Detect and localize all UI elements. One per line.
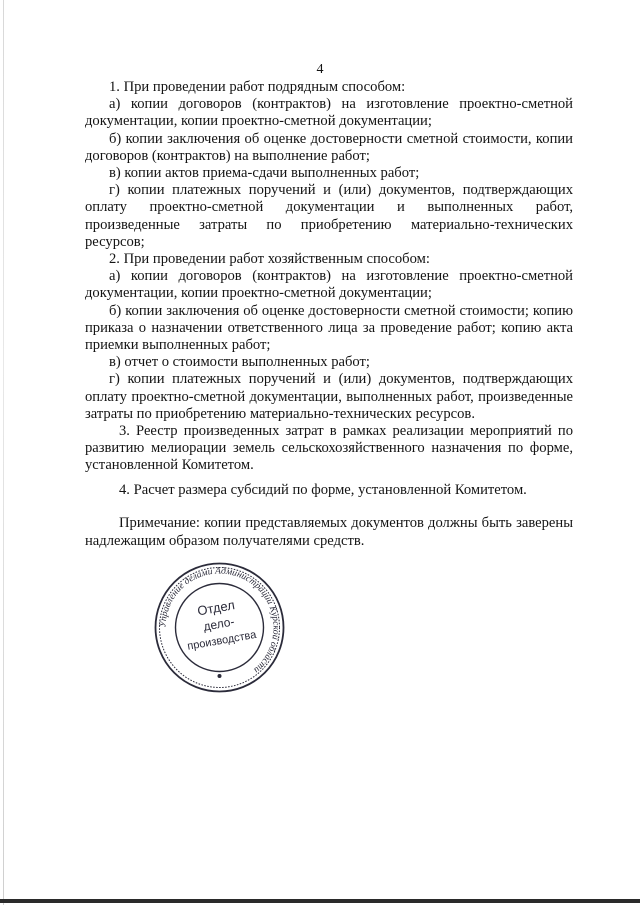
paragraph-1b: б) копии заключения об оценке достоверности сметной стоимости, копии договоров (контрактов) на выполнение работ;: [85, 130, 573, 164]
stamp-dot: [218, 674, 222, 678]
stamp-line-1: Отдел: [196, 597, 236, 619]
scan-edge-left: [3, 0, 4, 905]
paragraph-2v: в) отчет о стоимости выполненных работ;: [109, 354, 370, 371]
paragraph-1v: в) копии актов приема-сдачи выполненных работ;: [109, 165, 420, 182]
page-number: 4: [316, 62, 324, 77]
note: Примечание: копии представляемых документов должны быть заверены надлежащим образом получателями средств.: [85, 515, 573, 549]
office-stamp: [152, 560, 287, 695]
paragraph-1-heading: 1. При проведении работ подрядным способом:: [109, 79, 406, 95]
stamp-ring-text: Управление делами Администрации Курской области: [158, 566, 281, 675]
paragraph-2-heading: 2. При проведении работ хозяйственным способом:: [109, 251, 430, 268]
paragraph-2g: г) копии платежных поручений и (или) документов, подтверждающих оплату проектно-сметной документации, выполненных работ, произведенные затраты по приобретению материально-технических ресурсов.: [85, 371, 573, 422]
paragraph-3: 3. Реестр произведенных затрат в рамках реализации мероприятий по развитию мелиорации земель сельскохозяйственного назначения по форме, установленной Комитетом.: [85, 423, 573, 474]
paragraph-4: 4. Расчет размера субсидий по форме, установленной Комитетом.: [119, 481, 527, 498]
stamp-line-3: производства: [186, 628, 258, 653]
stamp-line-2: дело-: [202, 614, 236, 634]
scan-edge-bottom: [0, 899, 640, 903]
document-body: [85, 79, 573, 499]
paragraph-1a: а) копии договоров (контрактов) на изготовление проектно-сметной документации, копии проектно-сметной документации;: [85, 96, 573, 130]
paragraph-2a: а) копии договоров (контрактов) на изготовление проектно-сметной документации, копии проектно-сметной документации;: [85, 268, 573, 302]
paragraph-1g: г) копии платежных поручений и (или) документов, подтверждающих оплату проектно-сметной документации и выполненных работ, произведенные затраты по приобретению материально-технических ресурсов;: [85, 182, 573, 250]
paragraph-2b: б) копии заключения об оценке достоверности сметной стоимости; копию приказа о назначении ответственного лица за проведение работ; копию акта приемки выполненных работ;: [85, 302, 573, 354]
